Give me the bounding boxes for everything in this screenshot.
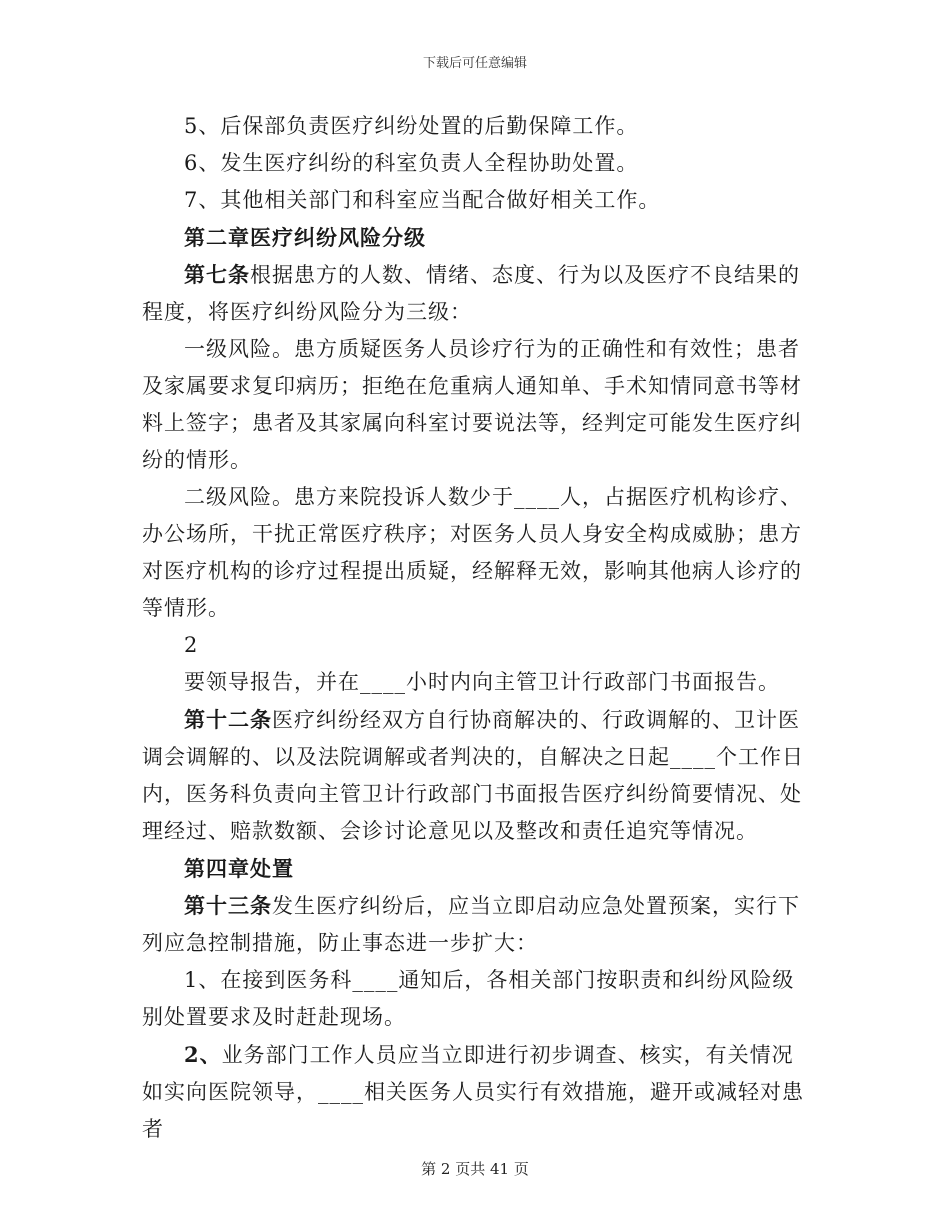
article-number: 第七条	[184, 262, 250, 287]
paragraph: 二级风险。患方来院投诉人数少于____人，占据医疗机构诊疗、办公场所，干扰正常医疗秩序；对医务人员人身安全构成威胁；患方对医疗机构的诊疗过程提出质疑，经解释无效，影响其他病人诊疗的等情形。	[142, 485, 802, 620]
paragraph: 2	[184, 633, 199, 657]
document-body	[142, 108, 810, 1148]
paragraph: 要领导报告，并在____小时内向主管卫计行政部门书面报告。	[184, 670, 780, 694]
article-paragraph: 第十三条发生医疗纠纷后，应当立即启动应急处置预案，实行下列应急控制措施，防止事态进一步扩大：	[142, 893, 800, 955]
chapter-heading: 第四章处置	[184, 856, 294, 881]
page-footer: 第 2 页共 41 页	[421, 1160, 529, 1178]
paragraph: 一级风险。患方质疑医务人员诊疗行为的正确性和有效性；患者及家属要求复印病历；拒绝在危重病人通知单、手术知情同意书等材料上签字；患者及其家属向科室讨要说法等，经判定可能发生医疗纠纷的情形。	[142, 337, 802, 472]
list-item: 1、在接到医务科____通知后，各相关部门按职责和纠纷风险级别处置要求及时赶赴现场。	[142, 968, 795, 1029]
list-item: 7、其他相关部门和科室应当配合做好相关工作。	[184, 188, 661, 212]
article-number: 第十二条	[184, 707, 272, 732]
article-paragraph: 第十二条医疗纠纷经双方自行协商解决的、行政调解的、卫计医调会调解的、以及法院调解或者判决的，自解决之日起____个工作日内，医务科负责向主管卫计行政部门书面报告医疗纠纷简要情况、处理经过、赔款数额、会诊讨论意见以及整改和责任追究等情况。	[142, 707, 804, 843]
article-number: 第十三条	[184, 893, 272, 918]
list-item: 2、业务部门工作人员应当立即进行初步调查、核实，有关情况如实向医院领导，____相关医务人员实行有效措施，避开或减轻对患者	[142, 1042, 804, 1141]
article-paragraph: 第七条根据患方的人数、情绪、态度、行为以及医疗不良结果的程度，将医疗纠纷风险分为三级：	[142, 262, 800, 324]
list-item: 5、后保部负责医疗纠纷处置的后勤保障工作。	[184, 114, 639, 138]
list-item: 6、发生医疗纠纷的科室负责人全程协助处置。	[184, 151, 639, 175]
list-number: 2、	[184, 1042, 222, 1067]
chapter-heading: 第二章医疗纠纷风险分级	[184, 225, 426, 250]
page-header: 下载后可任意编辑	[422, 56, 527, 71]
